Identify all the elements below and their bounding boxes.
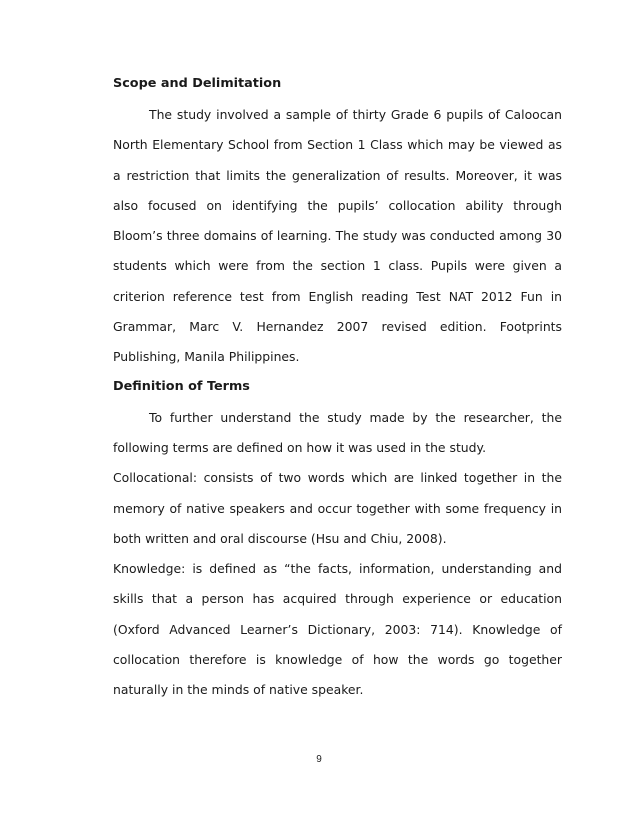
definition-knowledge: Knowledge: is defined as “the facts, information, understanding and skills that a person has acquired through experience or education (Oxford Advanced Learner’s Dictionary, 2003: 714). Knowledge of collocation therefore is knowledge of how the words go together naturally in the minds of native speaker. (113, 561, 562, 698)
section-heading-scope: Scope and Delimitation (113, 76, 282, 91)
definition-collocational: Collocational: consists of two words which are linked together in the memory of native speakers and occur together with some frequency in both written and oral discourse (Hsu and Chiu, 2008). (113, 470, 562, 546)
scope-paragraph: The study involved a sample of thirty Grade 6 pupils of Caloocan North Elementary School from Section 1 Class which may be viewed as a restriction that limits the generalization of results. Moreover, it was also focused on identifying the pupils’ collocation ability through Bloom’s three domains of learning. The study was conducted among 30 students which were from the section 1 class. Pupils were given a criterion reference test from English reading Test NAT 2012 Fun in Grammar, Marc V. Hernandez 2007 revised edition. Footprints Publishing, Manila Philippines. (113, 107, 562, 365)
page-number: 9 (316, 754, 322, 765)
section-heading-definitions: Definition of Terms (113, 378, 250, 394)
document-page (113, 74, 562, 706)
definitions-intro-paragraph: To further understand the study made by the researcher, the following terms are defined on how it was used in the study. (113, 409, 562, 455)
